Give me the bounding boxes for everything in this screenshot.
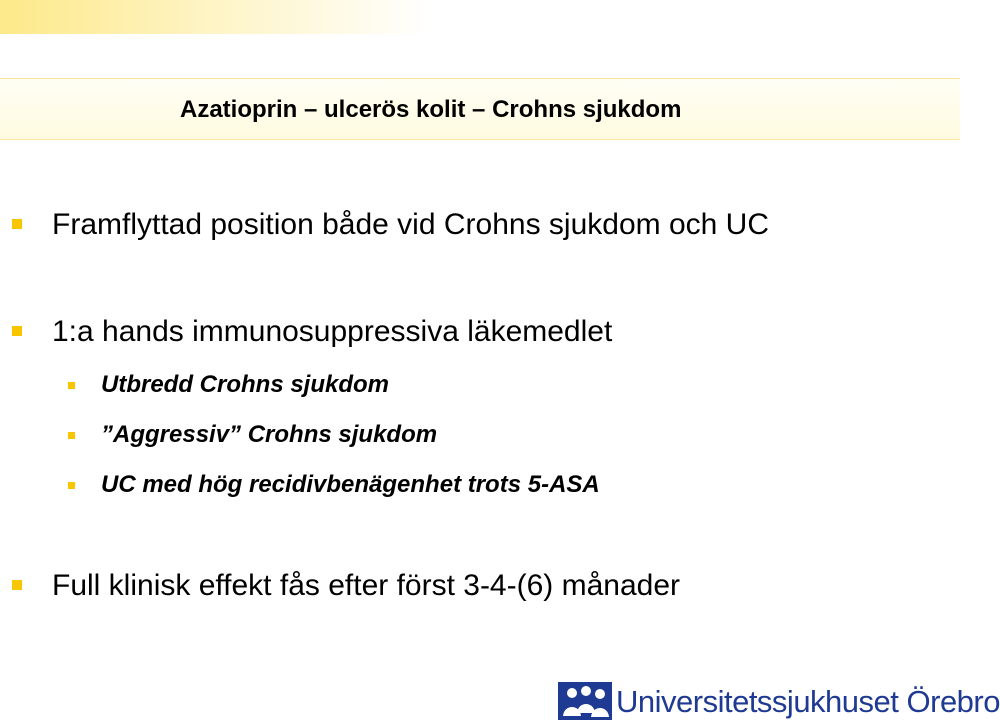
sub-bullet-item bbox=[101, 371, 389, 399]
sub-bullet-text: Utbredd Crohns sjukdom bbox=[101, 371, 390, 398]
square-bullet-icon bbox=[68, 482, 75, 489]
slide-title: Azatioprin – ulcerös kolit – Crohns sjukdom bbox=[180, 96, 682, 123]
bullet-text: Framflyttad position både vid Crohns sjukdom och UC bbox=[52, 208, 769, 241]
people-logo-icon bbox=[558, 682, 612, 720]
bullet-text: 1:a hands immunosuppressiva läkemedlet bbox=[52, 315, 613, 348]
hospital-logo bbox=[558, 682, 1000, 720]
sub-bullet-item bbox=[101, 471, 600, 499]
square-bullet-icon bbox=[68, 382, 75, 389]
sub-bullet-item bbox=[101, 421, 437, 449]
bullet-text: Full klinisk effekt fås efter först 3-4-(6) månader bbox=[52, 569, 681, 602]
logo-text: Universitetssjukhuset Örebro bbox=[616, 684, 1000, 719]
sub-bullet-text: ”Aggressiv” Crohns sjukdom bbox=[101, 421, 438, 448]
square-bullet-icon bbox=[68, 432, 75, 439]
sub-bullet-text: UC med hög recidivbenägenhet trots 5-ASA bbox=[101, 471, 600, 498]
bullet-item bbox=[52, 207, 769, 243]
square-bullet-icon bbox=[12, 219, 22, 229]
top-decorative-band bbox=[0, 0, 960, 34]
bullet-item bbox=[52, 568, 680, 604]
square-bullet-icon bbox=[12, 580, 22, 590]
bullet-item bbox=[52, 314, 612, 350]
square-bullet-icon bbox=[12, 326, 22, 336]
